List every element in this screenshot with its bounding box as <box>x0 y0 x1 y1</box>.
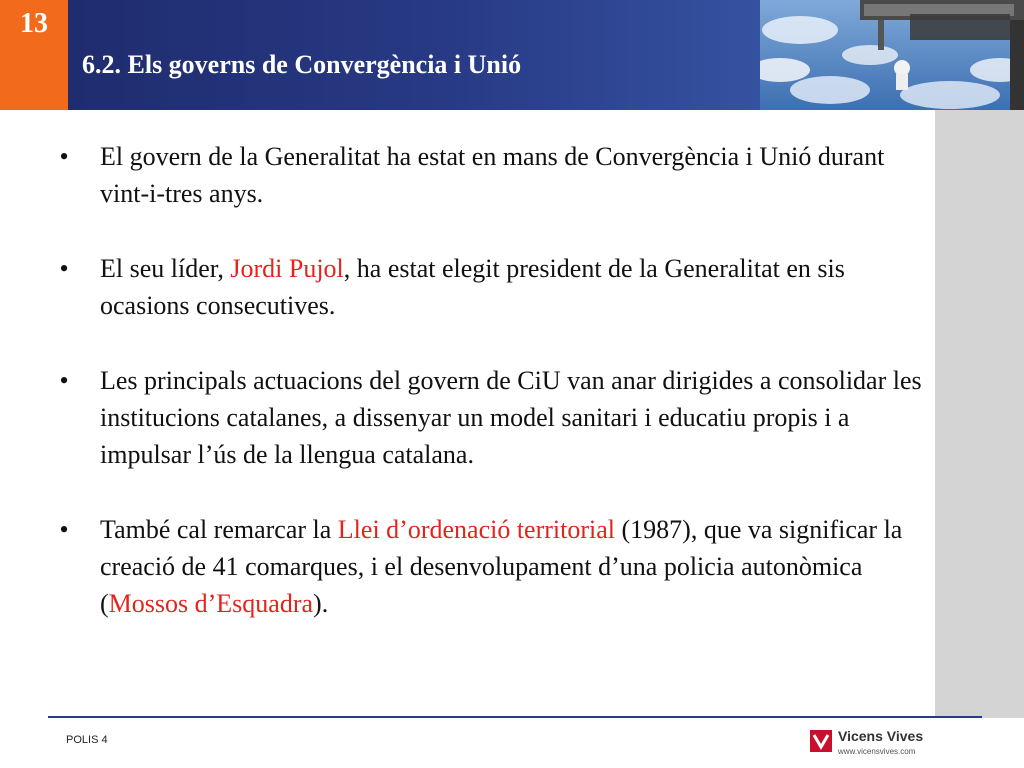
highlighted-term: Llei d’ordenació territorial <box>337 515 615 544</box>
bullet-dot-icon: • <box>59 366 69 395</box>
highlighted-term: Jordi Pujol <box>230 254 344 283</box>
logo-text: Vicens Vives <box>838 728 924 744</box>
bullet-text: , ha estat elegit president de la Generalitat en sis ocasions consecutives. <box>100 254 845 320</box>
slide-header <box>0 0 1024 110</box>
bullet-dot-icon: • <box>59 142 69 171</box>
footer-label: POLIS 4 <box>66 734 108 746</box>
bullet-item <box>54 250 934 324</box>
publisher-logo <box>810 726 930 762</box>
space-station-image-icon <box>760 0 1024 110</box>
title-bar <box>68 0 760 110</box>
bullet-text: El govern de la Generalitat ha estat en mans de Convergència i Unió durant vint-i-tres anys. <box>100 142 885 208</box>
vicens-vives-logo-icon <box>810 730 832 752</box>
slide-number: 13 <box>20 8 48 39</box>
slide-title: 6.2. Els governs de Convergència i Unió <box>82 50 522 79</box>
bullet-dot-icon: • <box>59 254 69 283</box>
bullet-text: També cal remarcar la <box>100 515 338 544</box>
bullet-item <box>54 511 934 622</box>
bullet-dot-icon: • <box>59 515 69 544</box>
footer-divider <box>48 716 982 718</box>
right-sidebar-panel <box>935 110 1024 718</box>
bullet-text: El seu líder, <box>100 254 231 283</box>
slide-number-box <box>0 0 68 110</box>
highlighted-term: Mossos d’Esquadra <box>108 589 314 618</box>
bullet-text: (1987), que va significar la creació de 41 comarques, i el desenvolupament d’una policia autonòmica ( <box>100 515 903 618</box>
bullet-text: Les principals actuacions del govern de CiU van anar dirigides a consolidar les institucions catalanes, a dissenyar un model sanitari i educatiu propis i a impulsar l’ús de la llengua catalana. <box>100 366 922 469</box>
bullet-list <box>54 138 934 660</box>
logo-url: www.vicensvives.com <box>838 747 916 756</box>
space-photo <box>760 0 1024 110</box>
bullet-text: ). <box>313 589 329 618</box>
bullet-item <box>54 362 934 473</box>
bullet-item <box>54 138 934 212</box>
